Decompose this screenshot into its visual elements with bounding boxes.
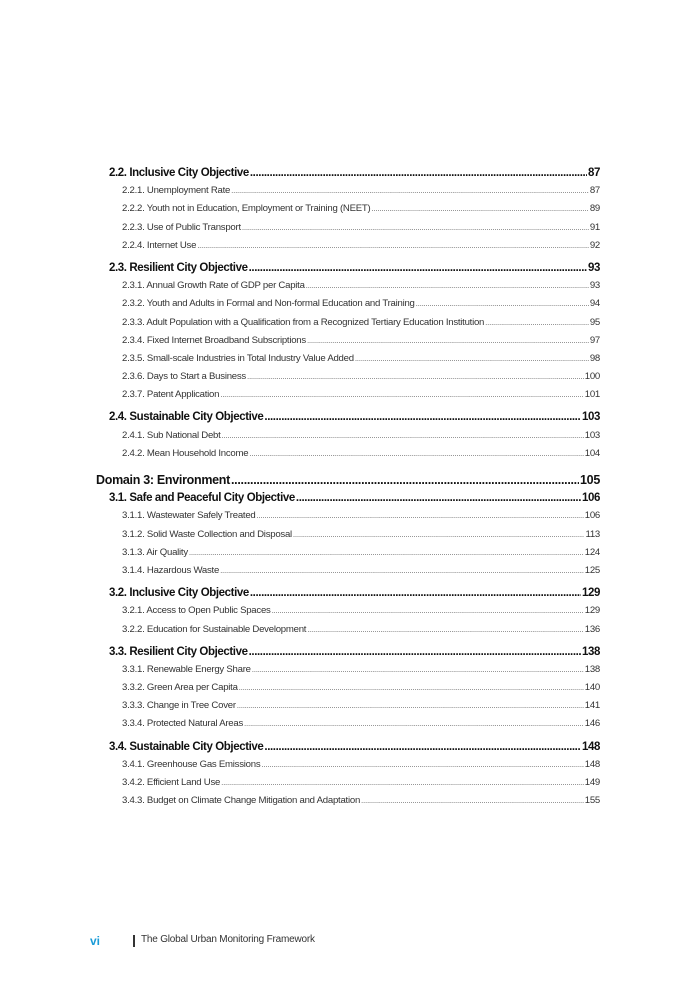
toc-entry-page: 97 xyxy=(589,334,600,346)
toc-section-entry[interactable] xyxy=(96,738,600,756)
leader-dots xyxy=(485,314,589,332)
toc-entry-page: 148 xyxy=(582,740,600,753)
toc-domain-entry[interactable] xyxy=(96,471,600,489)
toc-entry-page: 93 xyxy=(589,280,600,292)
toc-entry-page: 94 xyxy=(589,298,600,310)
leader-dots xyxy=(221,774,584,792)
toc-entry-title: 3.2.2. Education for Sustainable Development xyxy=(122,623,307,635)
toc-entry-title: 3.3.3. Change in Tree Cover xyxy=(122,700,236,712)
leader-dots xyxy=(252,661,584,679)
leader-dots xyxy=(250,584,581,602)
toc-entry-title: 3.2.1. Access to Open Public Spaces xyxy=(122,605,271,617)
toc-section-entry[interactable] xyxy=(96,643,600,661)
leader-dots xyxy=(242,219,589,237)
toc-subsection-entry[interactable] xyxy=(96,621,600,639)
toc-subsection-entry[interactable] xyxy=(96,386,600,404)
toc-entry-page: 87 xyxy=(589,185,600,197)
leader-dots xyxy=(361,792,584,810)
leader-dots xyxy=(307,621,584,639)
toc-subsection-entry[interactable] xyxy=(96,350,600,368)
toc-entry-title: 2.3.4. Fixed Internet Broadband Subscriptions xyxy=(122,334,306,346)
toc-entry-title: 2.4. Sustainable City Objective xyxy=(109,411,264,424)
leader-dots xyxy=(264,408,581,426)
toc-subsection-entry[interactable] xyxy=(96,661,600,679)
toc-entry-title: 2.3.3. Adult Population with a Qualification from a Recognized Tertiary Education Institution xyxy=(122,316,485,328)
leader-dots xyxy=(249,259,587,277)
toc-entry-title: 2.3. Resilient City Objective xyxy=(109,261,248,274)
toc-entry-page: 140 xyxy=(584,682,600,694)
toc-subsection-entry[interactable] xyxy=(96,277,600,295)
toc-entry-title: 2.3.6. Days to Start a Business xyxy=(122,371,246,383)
toc-subsection-entry[interactable] xyxy=(96,526,600,544)
toc-entry-title: 3.4.3. Budget on Climate Change Mitigation and Adaptation xyxy=(122,795,361,807)
toc-section-entry[interactable] xyxy=(96,259,600,277)
toc-entry-page: 155 xyxy=(584,795,600,807)
toc-entry-page: 91 xyxy=(589,221,600,233)
leader-dots xyxy=(257,507,584,525)
toc-entry-title: 3.1.2. Solid Waste Collection and Disposal xyxy=(122,528,292,540)
toc-subsection-entry[interactable] xyxy=(96,219,600,237)
toc-subsection-entry[interactable] xyxy=(96,182,600,200)
leader-dots xyxy=(220,562,584,580)
toc-subsection-entry[interactable] xyxy=(96,200,600,218)
toc-entry-page: 92 xyxy=(589,239,600,251)
leader-dots xyxy=(244,715,584,733)
toc-entry-title: 2.3.7. Patent Application xyxy=(122,389,220,401)
toc-entry-page: 95 xyxy=(589,316,600,328)
toc-subsection-entry[interactable] xyxy=(96,314,600,332)
toc-entry-page: 104 xyxy=(584,447,600,459)
toc-entry-page: 149 xyxy=(584,777,600,788)
toc-entry-title: 2.4.1. Sub National Debt xyxy=(122,429,221,441)
toc-entry-page: 105 xyxy=(580,473,600,487)
leader-dots xyxy=(237,697,584,715)
leader-dots xyxy=(307,332,589,350)
toc-subsection-entry[interactable] xyxy=(96,562,600,580)
toc-entry-title: 2.3.5. Small-scale Industries in Total Industry Value Added xyxy=(122,352,354,364)
toc-entry-page: 87 xyxy=(588,167,600,179)
leader-dots xyxy=(355,350,589,368)
toc-subsection-entry[interactable] xyxy=(96,792,600,810)
toc-entry-title: 2.2. Inclusive City Objective xyxy=(109,167,249,179)
leader-dots xyxy=(197,237,589,255)
toc-subsection-entry[interactable] xyxy=(96,679,600,697)
leader-dots xyxy=(231,471,579,489)
toc-subsection-entry[interactable] xyxy=(96,237,600,255)
toc-entry-title: 3.1. Safe and Peaceful City Objective xyxy=(109,492,295,505)
toc-entry-page: 103 xyxy=(584,429,600,441)
toc-section-entry[interactable] xyxy=(96,584,600,602)
toc-subsection-entry[interactable] xyxy=(96,427,600,445)
footer-title: The Global Urban Monitoring Framework xyxy=(141,934,315,945)
leader-dots xyxy=(296,489,581,507)
toc-entry-page: 106 xyxy=(582,492,600,505)
toc-subsection-entry[interactable] xyxy=(96,295,600,313)
toc-entry-title: 2.2.3. Use of Public Transport xyxy=(122,221,241,233)
page-number: vi xyxy=(90,934,101,948)
toc-entry-title: 3.3. Resilient City Objective xyxy=(109,645,248,658)
toc-entry-title: 3.1.1. Wastewater Safely Treated xyxy=(122,510,256,522)
toc-entry-page: 146 xyxy=(584,718,600,730)
toc-entry-page: 93 xyxy=(588,261,600,274)
leader-dots xyxy=(249,445,583,463)
toc-entry-title: 2.2.4. Internet Use xyxy=(122,239,197,251)
toc-entry-title: 2.2.1. Unemployment Rate xyxy=(122,185,231,197)
toc-section-entry[interactable] xyxy=(96,489,600,507)
toc-subsection-entry[interactable] xyxy=(96,507,600,525)
toc-entry-title: 2.2.2. Youth not in Education, Employment or Training (NEET) xyxy=(122,203,371,215)
toc-entry-title: 3.1.3. Air Quality xyxy=(122,546,188,558)
toc-entry-page: 136 xyxy=(584,623,600,635)
toc-entry-title: 2.4.2. Mean Household Income xyxy=(122,447,249,459)
toc-entry-title: Domain 3: Environment xyxy=(96,473,230,487)
toc-section-entry[interactable] xyxy=(96,164,600,182)
toc-entry-page: 138 xyxy=(584,663,600,675)
leader-dots xyxy=(222,427,584,445)
toc-entry-title: 2.3.1. Annual Growth Rate of GDP per Capita xyxy=(122,280,305,292)
toc-entry-page: 101 xyxy=(584,389,600,401)
leader-dots xyxy=(239,679,584,697)
table-of-contents xyxy=(96,164,600,810)
leader-dots xyxy=(220,386,584,404)
toc-entry-page: 141 xyxy=(584,700,600,712)
toc-subsection-entry[interactable] xyxy=(96,602,600,620)
toc-entry-title: 3.4. Sustainable City Objective xyxy=(109,740,264,753)
toc-entry-title: 3.3.1. Renewable Energy Share xyxy=(122,663,251,675)
toc-entry-title: 3.4.1. Greenhouse Gas Emissions xyxy=(122,758,261,770)
toc-subsection-entry[interactable] xyxy=(96,715,600,733)
toc-entry-page: 89 xyxy=(589,203,600,215)
toc-entry-page: 106 xyxy=(584,510,600,522)
toc-entry-title: 3.3.2. Green Area per Capita xyxy=(122,682,238,694)
leader-dots xyxy=(371,200,588,218)
toc-section-entry[interactable] xyxy=(96,408,600,426)
toc-subsection-entry[interactable] xyxy=(96,445,600,463)
toc-entry-title: 3.2. Inclusive City Objective xyxy=(109,587,249,600)
leader-dots xyxy=(261,756,583,774)
toc-entry-page: 98 xyxy=(589,352,600,364)
leader-dots xyxy=(293,526,585,544)
toc-subsection-entry[interactable] xyxy=(96,697,600,715)
leader-dots xyxy=(247,368,584,386)
toc-entry-page: 100 xyxy=(584,371,600,383)
toc-entry-title: 3.1.4. Hazardous Waste xyxy=(122,564,220,576)
toc-subsection-entry[interactable] xyxy=(96,544,600,562)
leader-dots xyxy=(249,643,581,661)
toc-entry-page: 129 xyxy=(582,587,600,600)
leader-dots xyxy=(189,544,584,562)
footer-divider xyxy=(133,935,135,947)
toc-entry-page: 125 xyxy=(584,564,600,576)
toc-entry-page: 103 xyxy=(582,411,600,424)
toc-subsection-entry[interactable] xyxy=(96,774,600,792)
toc-entry-title: 2.3.2. Youth and Adults in Formal and Non-formal Education and Training xyxy=(122,298,415,310)
leader-dots xyxy=(306,277,589,295)
toc-entry-title: 3.4.2. Efficient Land Use xyxy=(122,777,221,788)
toc-entry-page: 113 xyxy=(585,528,600,540)
leader-dots xyxy=(264,738,581,756)
toc-subsection-entry[interactable] xyxy=(96,756,600,774)
toc-subsection-entry[interactable] xyxy=(96,368,600,386)
toc-subsection-entry[interactable] xyxy=(96,332,600,350)
toc-entry-page: 138 xyxy=(582,645,600,658)
leader-dots xyxy=(272,602,584,620)
toc-entry-title: 3.3.4. Protected Natural Areas xyxy=(122,718,244,730)
toc-entry-page: 148 xyxy=(584,758,600,770)
leader-dots xyxy=(250,164,587,182)
toc-entry-page: 124 xyxy=(584,546,600,558)
leader-dots xyxy=(231,182,589,200)
leader-dots xyxy=(416,295,589,313)
toc-entry-page: 129 xyxy=(584,605,600,617)
